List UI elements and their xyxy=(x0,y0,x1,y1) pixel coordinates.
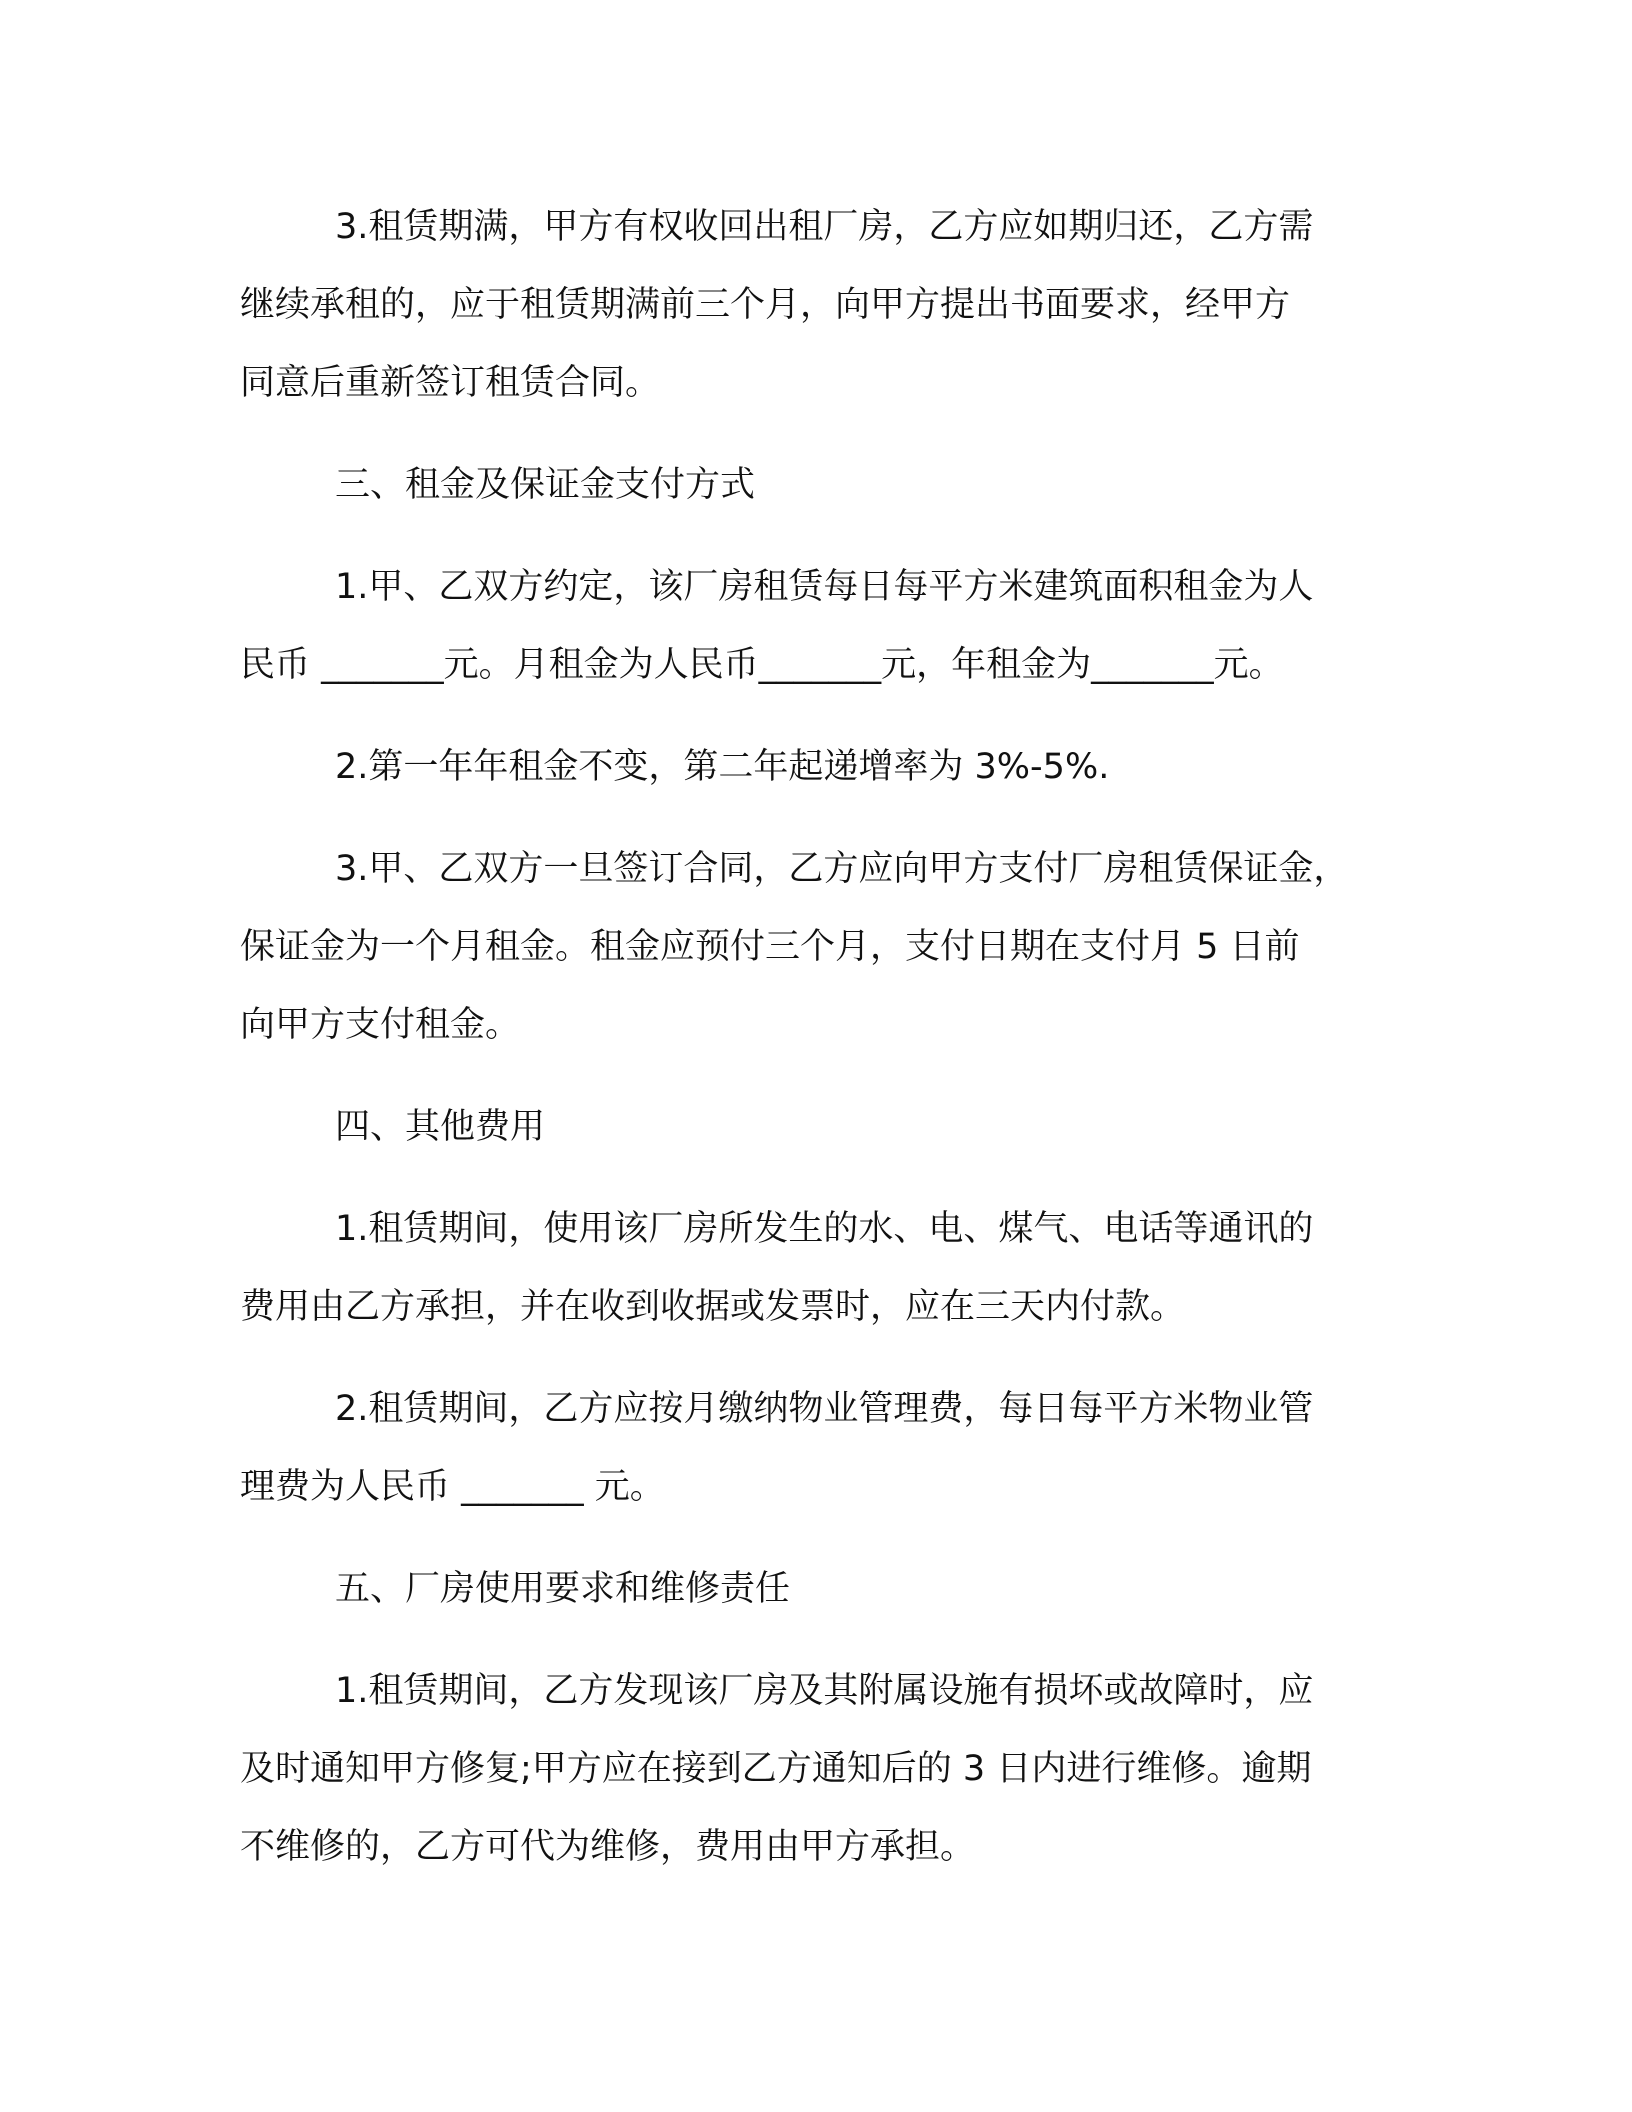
paragraph-line: 费用由乙方承担，并在收到收据或发票时，应在三天内付款。 xyxy=(240,1287,1186,1327)
paragraph-deposit-payment xyxy=(240,830,1390,1064)
paragraph-line: 3.租赁期满，甲方有权收回出租厂房，乙方应如期归还，乙方需 xyxy=(335,207,1314,247)
paragraph-line: 1.甲、乙双方约定，该厂房租赁每日每平方米建筑面积租金为人 xyxy=(335,567,1314,607)
section-heading-use-maintenance: 五、厂房使用要求和维修责任 xyxy=(335,1569,791,1609)
paragraph-property-fee xyxy=(240,1370,1390,1526)
paragraph-line: 理费为人民币 _______ 元。 xyxy=(240,1467,665,1507)
paragraph-utilities xyxy=(240,1190,1390,1346)
paragraph-rent-amount xyxy=(240,548,1390,704)
paragraph-line: 1.租赁期间，乙方发现该厂房及其附属设施有损坏或故障时，应 xyxy=(335,1671,1314,1711)
paragraph-line: 继续承租的，应于租赁期满前三个月，向甲方提出书面要求，经甲方 xyxy=(240,285,1291,325)
paragraph-line: 保证金为一个月租金。租金应预付三个月，支付日期在支付月 5 日前 xyxy=(240,927,1300,967)
paragraph-line: 1.租赁期间，使用该厂房所发生的水、电、煤气、电话等通讯的 xyxy=(335,1209,1314,1249)
paragraph-line: 向甲方支付租金。 xyxy=(240,1005,521,1045)
paragraph-repair-responsibility xyxy=(240,1652,1390,1886)
paragraph-rent-increase xyxy=(240,728,1390,806)
section-heading-other-fees: 四、其他费用 xyxy=(335,1107,546,1147)
paragraph-lease-expiry xyxy=(240,188,1390,422)
paragraph-line: 2.租赁期间，乙方应按月缴纳物业管理费，每日每平方米物业管 xyxy=(335,1389,1314,1429)
paragraph-line: 同意后重新签订租赁合同。 xyxy=(240,363,661,403)
document-body xyxy=(240,188,1390,1910)
paragraph-line: 不维修的，乙方可代为维修，费用由甲方承担。 xyxy=(240,1827,976,1867)
paragraph-line: 2.第一年年租金不变，第二年起递增率为 3%-5%. xyxy=(335,747,1110,787)
section-heading-rent-deposit: 三、租金及保证金支付方式 xyxy=(335,465,756,505)
paragraph-line: 及时通知甲方修复;甲方应在接到乙方通知后的 3 日内进行维修。逾期 xyxy=(240,1749,1312,1789)
paragraph-line: 民币 _______元。月租金为人民币_______元，年租金为_______元。 xyxy=(240,645,1284,685)
paragraph-line: 3.甲、乙双方一旦签订合同，乙方应向甲方支付厂房租赁保证金， xyxy=(335,849,1349,889)
